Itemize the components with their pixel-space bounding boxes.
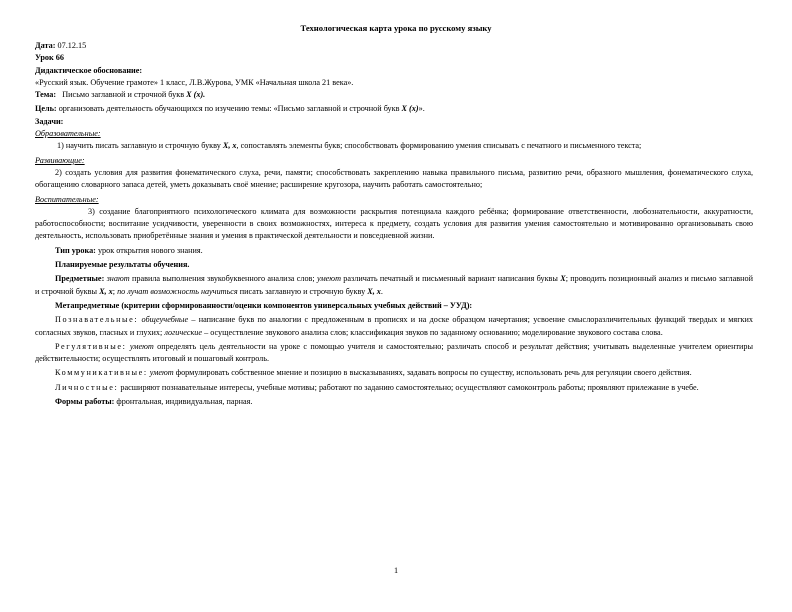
cognitive-results: [35, 314, 753, 339]
dev-task-2: 2) создать условия для развития фонематического слуха, речи, памяти; способствовать закреплению навыка правильного письма, развитию речи, образного мышления, фонематического слуха, обогащению словарного запаса детей, уметь доказывать своё мнение; расширение кругозора, научить работать самостоятельно;: [35, 167, 753, 190]
topic-label: Тема:: [35, 90, 57, 100]
upb-task-3: 3) создание благоприятного психологического климата для возможности раскрытия потенциала каждого ребёнка; формирование ответственности, любознательности, аккуратности, работоспособности; воспитание усидчивости, уверенности в своих возможностях, интереса к предмету, создать условия для развития умения самостоятельно и мотивированно организовывать свою деятельность, использовать приобретённые знания и умения в практической деятельности и повседневной жизни.: [35, 206, 753, 241]
communicative-can: умеют: [149, 368, 174, 378]
regulative-label: Регулятивные:: [55, 341, 127, 351]
lesson-type-label: Тип урока:: [55, 245, 96, 255]
regulative-can: умеют: [129, 341, 154, 351]
upb-label: Воспитательные:: [35, 194, 99, 204]
topic-text: Письмо заглавной и строчной букв: [62, 90, 187, 100]
subject-can: умеют: [317, 274, 341, 284]
page-number: 1: [393, 566, 399, 575]
communicative-label: Коммуникативные:: [55, 368, 148, 378]
subject-text-b: различать печатный и письменный вариант написания буквы: [341, 274, 561, 284]
goal-end: ».: [418, 104, 425, 114]
regulative-results: [35, 341, 753, 366]
document-title: Технологическая карта урока по русскому языку: [300, 23, 492, 33]
edu-task-1-text-b: , сопоставлять элементы букв; способствовать формированию умения списывать с печатного и письменного текста;: [236, 141, 642, 151]
lesson-number: Урок 66: [35, 53, 64, 63]
lesson-type-line: [35, 245, 753, 257]
document-body: [35, 40, 753, 408]
dev-label: Развивающие:: [35, 155, 85, 165]
cognitive-general: общеучебные: [141, 315, 189, 325]
forms-line: [35, 396, 753, 408]
goal-text: организовать деятельность обучающихся по изучению темы: «Письмо заглавной и строчной букв: [58, 104, 402, 114]
edu-task-1: [35, 140, 753, 152]
cognitive-text-b: – осуществление звукового анализа слов; классификация звуков по заданному основанию; моделирование звукового состава слова.: [202, 327, 663, 337]
date-line: [35, 40, 753, 52]
subject-letter-1: Х: [560, 274, 566, 284]
communicative-results: [35, 367, 753, 379]
goal-letters: Х (х): [401, 104, 419, 114]
personal-label: Личностные:: [55, 382, 119, 392]
subject-letters-2: Х, х: [99, 286, 113, 296]
lesson-type-text: урок открытия нового знания.: [95, 245, 203, 255]
edu-task-1-text-a: научить писать заглавную и строчную букву: [63, 141, 223, 151]
didactic-label: Дидактическое обоснование:: [35, 65, 143, 75]
date-value: 07.12.15: [57, 41, 87, 50]
cognitive-label: Познавательные:: [55, 315, 139, 325]
personal-results: [35, 382, 753, 394]
subject-text-c: ; проводить позиционный анализ и письмо заглавной и строчной буквы: [35, 274, 753, 296]
subject-letters-3: Х, х: [367, 286, 381, 296]
subject-text-d: ;: [112, 286, 118, 296]
regulative-text: определять цель деятельности на уроке с помощью учителя и самостоятельно; различать способ и результат действия; учитывать выделенные учителем ориентиры действительности; осуществлять итоговый и пошаговый контроль.: [35, 341, 754, 364]
edu-task-1-num: 1): [57, 141, 64, 151]
topic-letters: Х (х).: [186, 90, 206, 100]
forms-label: Формы работы:: [55, 397, 115, 407]
subject-knows: знают: [106, 274, 130, 284]
date-label: Дата:: [35, 41, 56, 50]
subject-chance: по лучат возможность научиться: [117, 286, 238, 296]
edu-label: Образовательные:: [35, 129, 101, 139]
communicative-text: формулировать собственное мнение и позицию в высказываниях, задавать вопросы по существу, использовать речь для регуляции своего действия.: [173, 368, 692, 378]
meta-label: Метапредметные (критерии сформированности/оценки компонентов универсальных учебных действий – УУД):: [55, 300, 473, 310]
subject-text-e: писать заглавную и строчную букву: [237, 286, 368, 296]
goal-label: Цель:: [35, 104, 57, 114]
forms-text: фронтальная, индивидуальная, парная.: [114, 397, 253, 407]
subject-results: [35, 273, 753, 298]
subject-text-a: правила выполнения звукобуквенного анализа слов;: [129, 274, 318, 284]
topic-line: [35, 89, 753, 101]
cognitive-text-a: – написание букв по аналогии с предложенным в прописях и на доске образцом начертания; усвоение смыслоразличительных функций твердых и мягких согласных звуков, гласных и глухих;: [35, 315, 754, 337]
results-label: Планируемые результаты обучения.: [55, 260, 190, 270]
personal-text: расширяют познавательные интересы, учебные мотивы; работают по заданию самостоятельно; осуществляют самоконтроль работы; проявляют прилежание в учебе.: [118, 382, 699, 392]
goal-line: [35, 103, 753, 115]
didactic-text: «Русский язык. Обучение грамоте» 1 класс, Л.В.Журова, УМК «Начальная школа 21 века».: [35, 77, 354, 87]
subject-label: Предметные:: [55, 274, 105, 284]
cognitive-logical: логические: [164, 327, 203, 337]
edu-task-1-letters: Х, х: [222, 141, 237, 151]
subject-text-f: .: [380, 286, 383, 296]
tasks-label: Задачи:: [35, 116, 64, 126]
